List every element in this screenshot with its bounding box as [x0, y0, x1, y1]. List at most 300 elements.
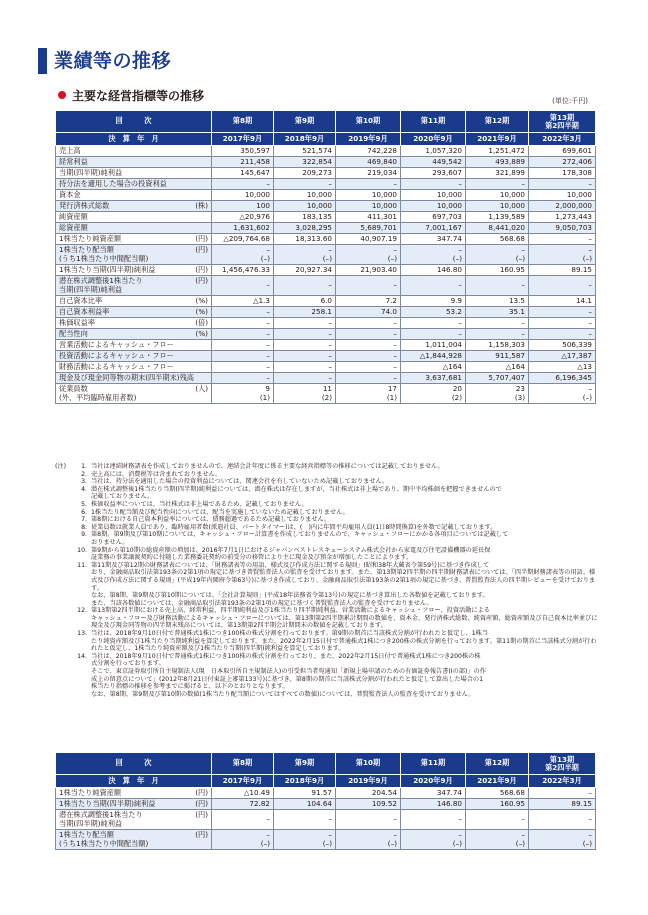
table-cell: –	[336, 179, 401, 190]
table-cell: –	[466, 329, 529, 340]
table-cell: –	[529, 234, 596, 245]
table-cell: –	[212, 810, 274, 830]
note-prefix	[55, 547, 77, 562]
table-cell: – (–)	[466, 245, 529, 265]
note-number: 14.	[77, 652, 87, 660]
header-date: 2021年9月	[466, 133, 529, 146]
table-cell: 347.74	[401, 234, 466, 245]
header-period: 第13期 第2四半期	[529, 753, 596, 775]
row-label	[56, 307, 212, 318]
table-cell: 204.54	[336, 788, 401, 799]
row-label-text: 自己資本利益率	[59, 306, 110, 316]
note-number: 1.	[81, 463, 87, 470]
table-cell: –	[466, 179, 529, 190]
header-period: 第9期	[274, 753, 336, 775]
row-label	[56, 296, 212, 307]
table-cell: 1,456,476.33	[212, 265, 274, 276]
row-label-text: 株価収益率	[59, 317, 95, 327]
table-row	[56, 351, 596, 362]
table-cell: 23 (3)	[466, 384, 529, 404]
row-label	[56, 157, 212, 168]
table-cell: –	[401, 810, 466, 830]
table-cell: –	[529, 179, 596, 190]
note-item	[55, 478, 600, 486]
table-cell: –	[336, 276, 401, 296]
row-label	[56, 810, 212, 830]
header-period: 第8期	[212, 111, 274, 133]
table-cell: 1,139,589	[466, 212, 529, 223]
table-cell: 7.2	[336, 296, 401, 307]
table-cell: 506,339	[529, 340, 596, 351]
table-cell: –	[401, 329, 466, 340]
header-date: 2020年9月	[401, 775, 466, 788]
table-row	[56, 265, 596, 276]
row-label-text: 潜在株式調整後1株当たり 当期(四半期)純利益	[59, 276, 143, 294]
header-date-label: 決 算 年 月	[56, 133, 212, 146]
row-unit: (円)	[195, 810, 208, 819]
table-cell: –	[401, 318, 466, 329]
note-text: 当社は、2018年9月10日付で普通株式1株につき100株の株式分割を行っております。第9期の期首に当該株式分割が行われたと仮定し、1株当 たり純資産額及び1株当たり当期純利益を算定しております。また、2022年2月15日付で普通株式1株につき200株の株式分割を行っております。第11期の期首に当該株式分割が行われたと仮定し、1株当たり純資産額及び1株当たり当期(四半期)純利益を算定しております。	[91, 630, 597, 653]
row-label	[56, 212, 212, 223]
table-cell: 10,000	[401, 190, 466, 201]
table-cell: 521,574	[274, 146, 336, 157]
table-cell: –	[274, 179, 336, 190]
row-label	[56, 329, 212, 340]
table-cell: –	[274, 351, 336, 362]
table-cell: –	[336, 318, 401, 329]
table-cell: – (–)	[336, 245, 401, 265]
table-cell: –	[212, 373, 274, 384]
table-cell: –	[212, 179, 274, 190]
row-unit: (倍)	[195, 317, 208, 327]
table-cell: △10.49	[212, 788, 274, 799]
row-label-text: 1株当たり純資産額	[59, 233, 122, 243]
table-cell: 10,000	[274, 190, 336, 201]
table-cell: –	[401, 276, 466, 296]
table-cell: –	[529, 810, 596, 830]
table-cell: 100	[212, 201, 274, 212]
row-label-text: 総資産額	[59, 222, 88, 232]
section-title: 主要な経営指標等の推移	[72, 89, 205, 103]
table-cell: 145,647	[212, 168, 274, 179]
table-cell: 9 (1)	[212, 384, 274, 404]
table-cell: 10,000	[212, 190, 274, 201]
table-cell: 183,135	[274, 212, 336, 223]
table-cell: 321,899	[466, 168, 529, 179]
row-label-text: 1株当たり純資産額	[59, 787, 122, 797]
table-cell: –	[336, 810, 401, 830]
table-cell: 10,000	[274, 201, 336, 212]
header-date: 2019年9月	[336, 775, 401, 788]
row-label-text: 1株当たり配当額 (うち1株当たり中間配当額)	[59, 830, 149, 848]
row-label	[56, 201, 212, 212]
note-prefix	[55, 607, 77, 630]
table-row	[56, 329, 596, 340]
row-label-text: 1株当たり当期(四半期)純利益	[59, 264, 156, 274]
row-unit: (%)	[195, 295, 208, 305]
row-label-text: 持分法を適用した場合の投資利益	[59, 178, 167, 188]
note-prefix	[55, 653, 77, 699]
row-label-text: 資本金	[59, 189, 81, 199]
table-cell: 322,854	[274, 157, 336, 168]
note-text: 第13期第2四半期における売上高、経常利益、四半期純利益及び1株当たり四半期純利益、営業活動によるキャッシュ・フロー、投資活動による キャッシュ・フロー及び財務活動によるキャッシュ・フローについては、第13期第2四半期累計期間の数値を、資本金、発行済株式総数、純資産額、総資産額及び自己資本比率並びに現金及び現金同等物の四半期末残高については、第13期第2四半期会計期間末の数値を記載しております。	[91, 607, 598, 630]
table-cell: 411,301	[336, 212, 401, 223]
table-cell: 1,057,320	[401, 146, 466, 157]
row-unit: (人)	[195, 384, 208, 393]
row-label	[56, 318, 212, 329]
table-row	[56, 384, 596, 404]
row-label	[56, 362, 212, 373]
key-indicators-table	[55, 110, 596, 404]
table-cell: 6.0	[274, 296, 336, 307]
header-period-label: 回 次	[56, 111, 212, 133]
row-label	[56, 276, 212, 296]
table-cell: △17,387	[529, 351, 596, 362]
row-unit: (円)	[195, 787, 208, 797]
row-label	[56, 223, 212, 234]
note-number: 4.	[81, 485, 87, 493]
table-cell: 449,542	[401, 157, 466, 168]
note-text: 第11期及び第12期の財務諸表については、「財務諸表等の用語、様式及び作成方法に関する規則」(昭和38年大蔵省令第59号)に基づき作成して おり、金融商品取引法第193条の2第1項の規定に基づき普賢監査法人の監査を受けております。また、第13期第2四半期の四半期財務諸表については、「四半期財務諸表等の用語、様式及び作成方法に関する規則」(平成19年内閣府令第63号)に基づき作成しており、金融商品取引法第193条の2第1項の規定に基づき、普賢監査法人の四半期レビューを受けております。 なお、第8期、第9期及び第10期については、「会社計算規則」(平成18年法務省令第13号)の規定に基づき算出した各数値を記載しております。 また、当該各数値については、金融商品取引法第193条の2第1項の規定に基づく普賢監査法人の監査を受けておりません。	[91, 561, 596, 607]
table-row	[56, 810, 596, 830]
table-cell: –	[212, 351, 274, 362]
row-label	[56, 265, 212, 276]
note-prefix	[55, 471, 77, 479]
table-cell: –	[529, 307, 596, 318]
table-cell: 89.15	[529, 265, 596, 276]
row-label	[56, 168, 212, 179]
table-cell: –	[336, 351, 401, 362]
note-number: 9.	[81, 531, 87, 539]
table-cell: –	[212, 307, 274, 318]
table-cell: 35.1	[466, 307, 529, 318]
note-prefix	[55, 509, 77, 517]
table-cell: –	[466, 810, 529, 830]
table-row	[56, 201, 596, 212]
table-cell: –	[274, 329, 336, 340]
table-cell: 10,000	[466, 201, 529, 212]
row-label	[56, 340, 212, 351]
note-prefix	[55, 501, 77, 509]
header-date: 2019年9月	[336, 133, 401, 146]
table-row	[56, 296, 596, 307]
table-cell: –	[274, 276, 336, 296]
notes-section	[55, 463, 600, 698]
table-cell: △20,976	[212, 212, 274, 223]
table-cell: –	[274, 340, 336, 351]
table-cell: 350,597	[212, 146, 274, 157]
table-cell: – (–)	[212, 830, 274, 850]
row-label-text: 経常利益	[59, 156, 88, 166]
row-label	[56, 373, 212, 384]
table-cell: 493,889	[466, 157, 529, 168]
note-text: 1株当たり配当額及び配当性向については、配当を実施していないため記載しておりません。	[91, 508, 349, 516]
note-prefix	[55, 486, 77, 501]
row-label	[56, 830, 212, 850]
table-cell: –	[529, 276, 596, 296]
note-number: 11.	[77, 561, 87, 569]
table-cell: –	[212, 340, 274, 351]
table-cell: 10,000	[529, 190, 596, 201]
table-cell: 40,907.19	[336, 234, 401, 245]
note-item	[55, 501, 600, 509]
table-cell: –	[336, 329, 401, 340]
table-cell: –	[466, 276, 529, 296]
table-cell: 1,273,443	[529, 212, 596, 223]
note-item	[55, 562, 600, 608]
note-number: 13.	[77, 630, 87, 638]
note-prefix	[55, 478, 77, 486]
table-cell: 347.74	[401, 788, 466, 799]
row-label	[56, 788, 212, 799]
table-cell: 258.1	[274, 307, 336, 318]
header-date: 2022年3月	[529, 775, 596, 788]
table-cell: –	[274, 318, 336, 329]
note-prefix	[55, 562, 77, 608]
table-cell: –	[466, 318, 529, 329]
table-cell: 17 (1)	[336, 384, 401, 404]
table-row	[56, 212, 596, 223]
header-period: 第12期	[466, 753, 529, 775]
note-text: 当社は連結財務諸表を作成しておりませんので、連結会計年度に係る主要な経営指標等の推移については記載しておりません。	[91, 463, 444, 470]
table-cell: 20,927.34	[274, 265, 336, 276]
note-number: 10.	[77, 546, 87, 554]
table-cell: 272,406	[529, 157, 596, 168]
table-row	[56, 799, 596, 810]
header-period: 第13期 第2四半期	[529, 111, 596, 133]
note-item	[55, 463, 600, 471]
table-row	[56, 362, 596, 373]
note-number: 3.	[81, 478, 87, 486]
table-cell: 104.64	[274, 799, 336, 810]
header-date-label: 決 算 年 月	[56, 775, 212, 788]
table-cell: – (–)	[274, 830, 336, 850]
row-unit: (株)	[195, 200, 208, 210]
table-cell: 3,028,295	[274, 223, 336, 234]
note-item	[55, 607, 600, 630]
note-item	[55, 486, 600, 501]
table-cell: 3,637,681	[401, 373, 466, 384]
note-text: 当社は、2018年9月10日付で普通株式1株につき100株の株式分割を行っており、また、2022年2月15日付で普通株式1株につき200株の株 式分割を行っております。 そこで、東京証券取引所自主規制法人(現 日本取引所自主規制法人)の引受担当者宛通知「新規上場申請のための有価証券報告書(Ⅰの部)」の作 成上の留意点について」(2012年8月21日付東証上審第133号)に基づき、第8期の期首に当該株式分割が行われたと仮定して算出した場合の1 株当たり指標の推移を参考までに掲げると、以下のとおりとなります。 なお、第8期、第9期及び第10期の数値(1株当たり配当額についてはすべての数値)については、普賢監査法人の監査を受けておりません。	[91, 652, 486, 698]
table-row	[56, 234, 596, 245]
header-period: 第9期	[274, 111, 336, 133]
table-cell: – (–)	[212, 245, 274, 265]
row-label-text: 従業員数 (外、平均臨時雇用者数)	[59, 384, 137, 402]
table-row	[56, 830, 596, 850]
title-accent-bar	[38, 48, 47, 74]
row-label-text: 現金及び現金同等物の期末(四半期末)残高	[59, 372, 194, 382]
row-label	[56, 179, 212, 190]
header-period: 第11期	[401, 111, 466, 133]
table-cell: –	[212, 329, 274, 340]
note-prefix: (注)	[55, 463, 67, 470]
table-cell: 219,034	[336, 168, 401, 179]
row-unit: (円)	[195, 830, 208, 839]
row-unit: (円)	[195, 798, 208, 808]
table-cell: – (–)	[529, 830, 596, 850]
table-cell: –	[274, 373, 336, 384]
table-row	[56, 245, 596, 265]
row-label	[56, 245, 212, 265]
row-unit: (円)	[195, 264, 208, 274]
row-label-text: 財務活動によるキャッシュ・フロー	[59, 361, 174, 371]
row-label	[56, 146, 212, 157]
table-cell: 146.80	[401, 265, 466, 276]
table-cell: –	[529, 788, 596, 799]
table-cell: △164	[401, 362, 466, 373]
table-cell: 146.80	[401, 799, 466, 810]
note-number: 8.	[81, 523, 87, 531]
row-label	[56, 799, 212, 810]
table-cell: 697,703	[401, 212, 466, 223]
note-text: 売上高には、消費税等は含まれておりません。	[91, 470, 222, 478]
row-label	[56, 234, 212, 245]
header-date: 2022年3月	[529, 133, 596, 146]
row-label-text: 純資産額	[59, 211, 88, 221]
note-item	[55, 516, 600, 524]
note-item	[55, 653, 600, 699]
table-row	[56, 190, 596, 201]
table-cell: –	[336, 373, 401, 384]
table-cell: △13	[529, 362, 596, 373]
table-cell: 911,587	[466, 351, 529, 362]
row-label-text: 発行済株式総数	[59, 200, 110, 210]
note-text: 第8期における自己資本利益率については、債務超過であるため記載しておりません。	[91, 516, 331, 524]
row-label	[56, 384, 212, 404]
table-row	[56, 307, 596, 318]
row-label-text: 投資活動によるキャッシュ・フロー	[59, 350, 174, 360]
note-item	[55, 630, 600, 653]
table-cell: 20 (2)	[401, 384, 466, 404]
table-cell: △1.3	[212, 296, 274, 307]
table-cell: 211,458	[212, 157, 274, 168]
row-label-text: 潜在株式調整後1株当たり 当期(四半期)純利益	[59, 810, 143, 828]
table-cell: –	[212, 318, 274, 329]
table-cell: 8,441,020	[466, 223, 529, 234]
header-period: 第8期	[212, 753, 274, 775]
table-cell: 72.82	[212, 799, 274, 810]
header-period: 第12期	[466, 111, 529, 133]
table-row	[56, 318, 596, 329]
table-row	[56, 157, 596, 168]
note-text: 当社は、持分法を適用した場合の投資利益については、関連会社を有していないため記載しておりません。	[91, 478, 389, 486]
table-cell: 1,011,004	[401, 340, 466, 351]
table-cell: 160.95	[466, 799, 529, 810]
table-row	[56, 373, 596, 384]
note-item	[55, 547, 600, 562]
table-cell: 74.0	[336, 307, 401, 318]
note-text: 潜在株式調整後1株当たり当期(四半期)純利益については、潜在株式は存在しますが、当社株式は非上場であり、期中平均株価を把握できませんので 記載しておりません。	[91, 485, 502, 501]
table1-body	[56, 146, 596, 404]
restated-per-share-table	[55, 752, 596, 850]
table-cell: 53.2	[401, 307, 466, 318]
table-cell: 178,308	[529, 168, 596, 179]
table-cell: 10,000	[401, 201, 466, 212]
note-item	[55, 531, 600, 546]
row-label-text: 配当性向	[59, 328, 88, 338]
table-cell: 13.5	[466, 296, 529, 307]
table-cell: 568.68	[466, 234, 529, 245]
row-label-text: 営業活動によるキャッシュ・フロー	[59, 339, 174, 349]
header-period: 第10期	[336, 753, 401, 775]
table-cell: –	[212, 276, 274, 296]
note-number: 12.	[77, 607, 87, 615]
section-heading	[58, 88, 204, 104]
table-cell: 9.9	[401, 296, 466, 307]
table-cell: –	[401, 179, 466, 190]
row-unit: (円)	[195, 233, 208, 243]
table-cell: 11 (2)	[274, 384, 336, 404]
table-cell: 6,196,345	[529, 373, 596, 384]
row-label-text: 1株当たり配当額 (うち1株当たり中間配当額)	[59, 245, 149, 263]
header-date: 2018年9月	[274, 775, 336, 788]
table-cell: 1,631,602	[212, 223, 274, 234]
note-number: 5.	[81, 500, 87, 508]
table-cell: –	[529, 329, 596, 340]
table-row	[56, 276, 596, 296]
table-cell: – (–)	[529, 384, 596, 404]
note-text: 従業員数は就業人員であり、臨時雇用者数(派遣社員、パートタイマー)は、( )内に年間平均雇用人員(1日8時間換算)を外数で記載しております。	[91, 523, 497, 531]
table-cell: 1,158,303	[466, 340, 529, 351]
table-cell: 293,607	[401, 168, 466, 179]
note-number: 7.	[81, 516, 87, 524]
table-cell: –	[336, 340, 401, 351]
table-cell: 209,273	[274, 168, 336, 179]
table-row	[56, 179, 596, 190]
table-cell: – (–)	[466, 830, 529, 850]
header-date: 2018年9月	[274, 133, 336, 146]
table-cell: 10,000	[336, 190, 401, 201]
table-cell: 109.52	[336, 799, 401, 810]
table-row	[56, 223, 596, 234]
table-cell: 91.57	[274, 788, 336, 799]
row-unit: (円)	[195, 276, 208, 285]
row-unit: (%)	[195, 306, 208, 316]
table-cell: –	[274, 810, 336, 830]
note-number: 2.	[81, 470, 87, 478]
table-cell: – (–)	[529, 245, 596, 265]
table-cell: 10,000	[336, 201, 401, 212]
table-cell: –	[529, 318, 596, 329]
note-prefix	[55, 630, 77, 653]
note-number: 6.	[81, 508, 87, 516]
table-cell: △209,764.68	[212, 234, 274, 245]
table-cell: –	[212, 362, 274, 373]
row-label-text: 売上高	[59, 145, 81, 155]
table-cell: 21,903.40	[336, 265, 401, 276]
table-cell: 14.1	[529, 296, 596, 307]
table-cell: – (–)	[401, 245, 466, 265]
row-unit: (%)	[195, 328, 208, 338]
note-prefix	[55, 531, 77, 546]
header-period: 第11期	[401, 753, 466, 775]
table-cell: 10,000	[466, 190, 529, 201]
table-cell: 89.15	[529, 799, 596, 810]
table-cell: 9,050,703	[529, 223, 596, 234]
table-cell: 742,228	[336, 146, 401, 157]
table-cell: 18,313.60	[274, 234, 336, 245]
table-cell: 160.95	[466, 265, 529, 276]
page-title: 業績等の推移	[54, 50, 172, 72]
table-cell: – (–)	[336, 830, 401, 850]
note-text: 株価収益率については、当社株式は非上場であるため、記載しておりません。	[91, 500, 308, 508]
table-cell: 699,601	[529, 146, 596, 157]
note-text: 第8期、第9期及び第10期については、キャッシュ・フロー計算書を作成しておりませんので、キャッシュ・フローにかかる各項目については記載して おりません。	[91, 531, 509, 546]
row-label-text: 当期(四半期)純利益	[59, 167, 123, 177]
header-period-label: 回 次	[56, 753, 212, 775]
header-date: 2021年9月	[466, 775, 529, 788]
table-cell: 7,001,167	[401, 223, 466, 234]
